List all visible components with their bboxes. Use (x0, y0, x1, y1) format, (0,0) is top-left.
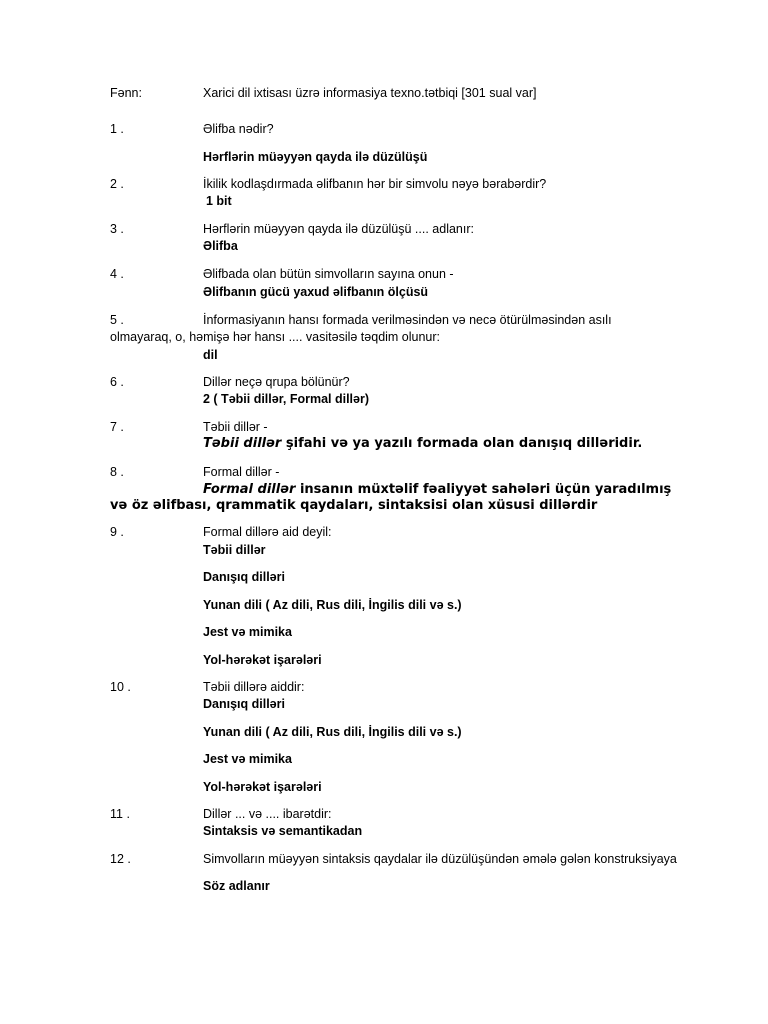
answer-text (203, 482, 671, 497)
answer-option: Jest və mimika (203, 625, 292, 639)
question-number: 4 . (110, 267, 124, 281)
question-text: Əlifba nədir? (203, 122, 274, 136)
answer-term: Təbii dillər (203, 436, 282, 451)
question-text: Dillər ... və .... ibarətdir: (203, 807, 332, 821)
answer-option: Yol-hərəkət işarələri (203, 780, 322, 794)
question-text: İnformasiyanın hansı formada verilməsindən və necə ötürülməsindən asılı (203, 313, 612, 327)
answer-option: Danışıq dilləri (203, 570, 285, 584)
question-text: Əlifbada olan bütün simvolların sayına onun - (203, 267, 454, 281)
question-text: Dillər neçə qrupa bölünür? (203, 375, 350, 389)
answer-option: Jest və mimika (203, 752, 292, 766)
question-text: Simvolların müəyyən sintaksis qaydalar ilə düzülüşündən əmələ gələn konstruksiyaya (203, 852, 677, 866)
question-number: 8 . (110, 465, 124, 479)
answer-text: 1 bit (206, 194, 232, 208)
answer-text: Əlifba (203, 239, 238, 253)
answer-text (203, 436, 642, 451)
answer-text: Sintaksis və semantikadan (203, 824, 363, 838)
question-text: İkilik kodlaşdırmada əlifbanın hər bir simvolu nəyə bərabərdir? (203, 177, 547, 191)
answer-option: Danışıq dilləri (203, 697, 285, 711)
answer-option: Yunan dili ( Az dili, Rus dili, İngilis dili və s.) (203, 725, 462, 739)
answer-option: Yol-hərəkət işarələri (203, 653, 322, 667)
answer-text: 2 ( Təbii dillər, Formal dillər) (203, 392, 370, 406)
question-number: 11 . (110, 807, 130, 821)
question-number: 1 . (110, 122, 124, 136)
answer-option: Yunan dili ( Az dili, Rus dili, İngilis dili və s.) (203, 598, 462, 612)
answer-option: Təbii dillər (203, 543, 266, 557)
question-number: 9 . (110, 525, 124, 539)
question-text: Formal dillərə aid deyil: (203, 525, 332, 539)
subject-label: Fənn: (110, 86, 142, 100)
question-number: 7 . (110, 420, 124, 434)
question-number: 2 . (110, 177, 124, 191)
subject-title: Xarici dil ixtisası üzrə informasiya texno.tətbiqi [301 sual var] (203, 86, 537, 100)
question-text: Təbii dillərə aiddir: (203, 680, 305, 694)
question-text-continued: olmayaraq, o, həmişə hər hansı .... vasitəsilə təqdim olunur: (110, 330, 441, 344)
question-text: Formal dillər - (203, 465, 280, 479)
question-number: 3 . (110, 222, 124, 236)
question-number: 10 . (110, 680, 131, 694)
answer-text: Hərflərin müəyyən qayda ilə düzülüşü (203, 150, 428, 164)
question-number: 12 . (110, 852, 131, 866)
question-text: Təbii dillər - (203, 420, 268, 434)
answer-term: Formal dillər (203, 482, 296, 497)
answer-text: dil (203, 348, 218, 362)
answer-definition: şifahi və ya yazılı formada olan danışıq dilləridir. (281, 436, 643, 451)
answer-text: Əlifbanın gücü yaxud əlifbanın ölçüsü (203, 285, 429, 299)
question-number: 6 . (110, 375, 124, 389)
question-text: Hərflərin müəyyən qayda ilə düzülüşü .... adlanır: (203, 222, 474, 236)
answer-definition: insanın müxtəlif fəaliyyət sahələri üçün yaradılmış (295, 482, 672, 497)
answer-text-continued: və öz əlifbası, qrammatik qaydaları, sintaksisi olan xüsusi dillərdir (110, 498, 598, 513)
question-number: 5 . (110, 313, 124, 327)
answer-text: Söz adlanır (203, 879, 270, 893)
